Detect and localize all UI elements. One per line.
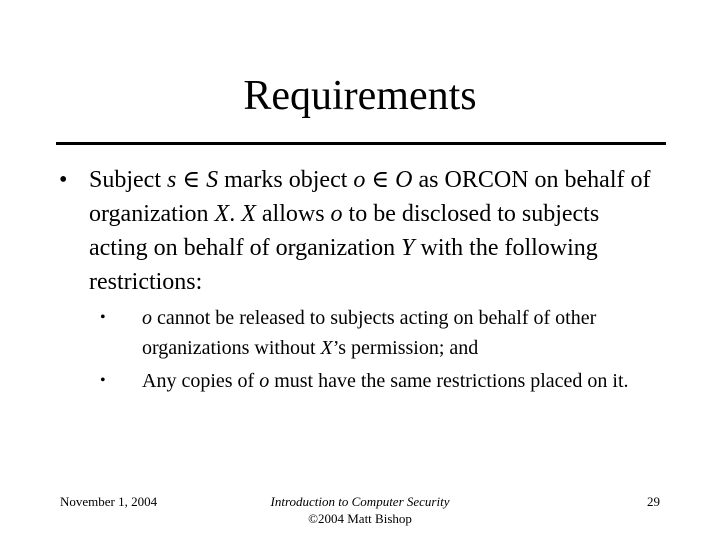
footer-date: November 1, 2004 xyxy=(60,494,158,509)
footer-course-title: Introduction to Computer Security xyxy=(270,494,450,509)
footer-page-number: 29 xyxy=(647,494,660,509)
text-segment: ’s permission; and xyxy=(332,337,479,359)
slide-title: Requirements xyxy=(243,73,477,119)
sub-bullet-release-text xyxy=(142,303,662,363)
bullet-marker: • xyxy=(59,167,68,193)
sub-bullet-copies-text xyxy=(142,366,662,396)
italic-symbol: O xyxy=(395,167,413,193)
italic-symbol: S xyxy=(206,167,219,193)
text-segment: Any copies of xyxy=(142,370,260,392)
text-segment: with the following restrictions: xyxy=(89,235,598,295)
footer-course xyxy=(220,493,500,527)
italic-symbol: X xyxy=(214,201,230,227)
text-segment: ∈ xyxy=(365,167,396,193)
italic-symbol: o xyxy=(353,167,366,193)
main-bullet-text xyxy=(89,163,659,299)
text-segment: Subject xyxy=(89,167,167,193)
title-divider xyxy=(56,142,666,145)
text-segment: . xyxy=(229,201,242,227)
text-segment: to be disclosed to subjects acting on behalf of organization xyxy=(89,201,600,261)
footer-copyright: ©2004 Matt Bishop xyxy=(308,511,412,526)
italic-symbol: X xyxy=(241,201,256,227)
italic-symbol: X xyxy=(320,337,333,359)
sub-bullet-marker: • xyxy=(100,309,106,326)
text-segment: ∈ xyxy=(176,167,207,193)
italic-symbol: o xyxy=(330,201,343,227)
italic-symbol: o xyxy=(142,307,152,329)
text-segment: as ORCON on behalf of organization xyxy=(89,167,651,227)
text-segment: must have the same restrictions placed on it. xyxy=(269,370,629,392)
italic-symbol: Y xyxy=(401,235,415,261)
italic-symbol: o xyxy=(259,370,270,392)
text-segment: allows xyxy=(255,201,331,227)
text-segment: cannot be released to subjects acting on behalf of other organizations without xyxy=(142,307,597,359)
sub-bullet-marker: • xyxy=(100,372,106,389)
italic-symbol: s xyxy=(167,167,177,193)
text-segment: marks object xyxy=(218,167,354,193)
